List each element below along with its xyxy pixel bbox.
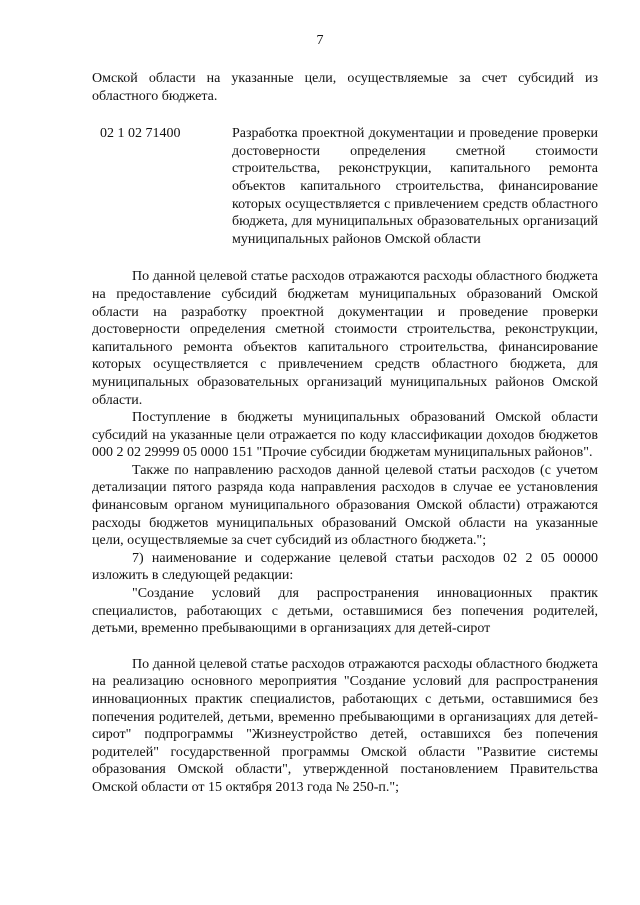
article-code: 02 1 02 71400 [100, 126, 181, 142]
paragraph-6: По данной целевой статье расходов отражаются расходы областного бюджета на реализацию основного мероприятия "Создание условий для распространения инновационных практик специалистов, работающих с детьми, оставшимися без попечения родителей, детьми, временно пребывающими в организациях для детей-сирот" подпрограммы "Жизнеустройство детей, оставшихся без попечения родителей" государственной программы Омской области "Развитие системы образования Омской области", утвержденной постановлением Правительства Омской области от 15 октября 2013 года № 250-п."; [92, 656, 598, 795]
page-number: 7 [316, 33, 324, 48]
budget-article-entry [100, 125, 598, 248]
paragraph-2: Поступление в бюджеты муниципальных образований Омской области субсидий на указанные цели отражается по коду классификации доходов бюджетов 000 2 02 29999 05 0000 151 "Прочие субсидии бюджетам муниципальных районов". [92, 410, 598, 461]
intro-paragraph: Омской области на указанные цели, осуществляемые за счет субсидий из областного бюджета. [92, 71, 598, 104]
paragraph-4: 7) наименование и содержание целевой статьи расходов 02 2 05 00000 изложить в следующей редакции: [92, 550, 598, 584]
article-title: Разработка проектной документации и проведение проверки достоверности определения сметной стоимости строительства, реконструкции, капитального ремонта объектов капитального строительства, финансирование которых осуществляется с привлечением средств областного бюджета, для муниципальных образовательных организаций муниципальных районов Омской области [232, 126, 598, 247]
paragraph-5: "Создание условий для распространения инновационных практик специалистов, работающих с детьми, оставшимися без попечения родителей, детьми, временно пребывающими в организациях для детей-сирот [92, 586, 598, 637]
document-body [92, 70, 598, 797]
paragraph-1: По данной целевой статье расходов отражаются расходы областного бюджета на предоставление субсидий бюджетам муниципальных образований Омской области на разработку проектной документации и проведение проверки достоверности определения сметной стоимости строительства, реконструкции, капитального ремонта объектов капитального строительства, финансирование которых осуществляется с привлечением средств областного бюджета, для муниципальных образовательных организаций муниципальных районов Омской области. [92, 269, 598, 408]
paragraph-3: Также по направлению расходов данной целевой статьи расходов (с учетом детализации пятого разряда кода направления расходов в случае ее установления финансовым органом муниципального образования Омской области) отражаются расходы бюджетов муниципальных образований Омской области на указанные цели, осуществляемые за счет субсидий из областного бюджета."; [92, 462, 598, 549]
